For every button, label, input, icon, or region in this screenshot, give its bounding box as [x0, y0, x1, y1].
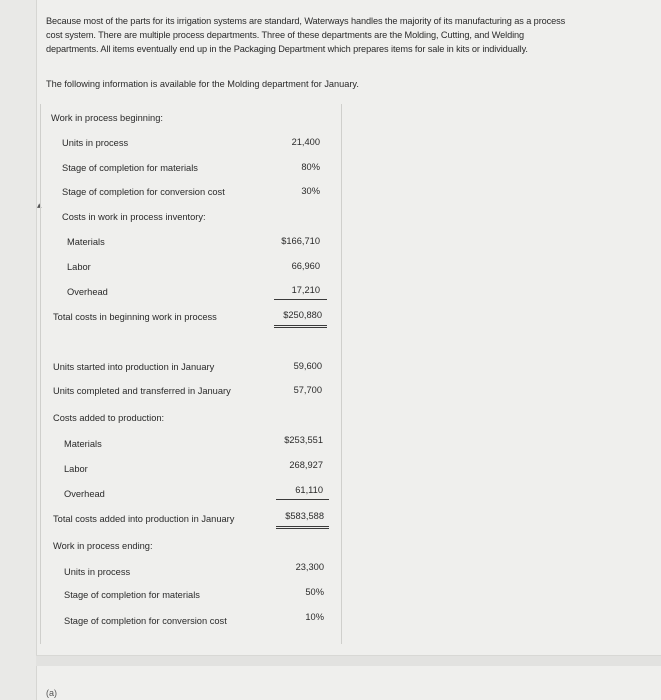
subtotal-rule [274, 299, 327, 300]
ending-materials-stage-label: Stage of completion for materials [64, 590, 200, 600]
ending-units-label: Units in process [64, 567, 131, 577]
total-beginning-wip-label: Total costs in beginning work in process [53, 312, 217, 322]
ending-materials-stage-value: 50% [305, 587, 324, 597]
added-overhead-label: Overhead [64, 489, 105, 499]
total-added-label: Total costs added into production in January [53, 514, 235, 524]
part-marker: (a) [46, 688, 57, 698]
added-overhead-value: 61,110 [295, 485, 323, 495]
units-completed-value: 57,700 [293, 385, 322, 395]
bottom-divider [36, 655, 661, 666]
wip-materials-label: Materials [67, 237, 105, 247]
added-labor-label: Labor [64, 464, 88, 474]
total-double-rule [276, 528, 329, 529]
wip-overhead-value: 17,210 [291, 285, 320, 295]
conversion-stage-value: 30% [301, 186, 320, 196]
units-started-value: 59,600 [293, 361, 322, 371]
units-completed-label: Units completed and transferred in January [53, 386, 231, 396]
wip-overhead-label: Overhead [67, 287, 108, 297]
problem-intro [46, 14, 641, 56]
total-double-rule [274, 327, 327, 328]
wip-ending-heading: Work in process ending: [53, 541, 153, 551]
added-materials-label: Materials [64, 439, 102, 449]
wip-labor-label: Labor [67, 262, 91, 272]
costs-added-heading: Costs added to production: [53, 413, 165, 423]
subtotal-rule [276, 499, 329, 500]
ending-conversion-stage-label: Stage of completion for conversion cost [64, 616, 227, 626]
molding-subheading: The following information is available for the Molding department for January. [46, 79, 359, 89]
units-started-label: Units started into production in January [53, 362, 215, 372]
total-beginning-wip-value: $250,880 [283, 310, 322, 320]
arrow-marker-icon: ▴ [37, 200, 42, 210]
ending-conversion-stage-value: 10% [305, 612, 324, 622]
materials-stage-label: Stage of completion for materials [62, 163, 198, 173]
ending-units-value: 23,300 [295, 562, 324, 572]
units-in-process-label: Units in process [62, 138, 129, 148]
added-labor-value: 268,927 [289, 460, 323, 470]
wip-materials-value: $166,710 [281, 236, 320, 246]
conversion-stage-label: Stage of completion for conversion cost [62, 187, 225, 197]
materials-stage-value: 80% [301, 162, 320, 172]
units-in-process-value: 21,400 [291, 137, 320, 147]
costs-in-wip-heading: Costs in work in process inventory: [62, 212, 206, 222]
intro-line: departments. All items eventually end up in the Packaging Department which prepares items for sale in kits or individually. [46, 44, 528, 54]
wip-labor-value: 66,960 [291, 261, 320, 271]
wip-beginning-heading: Work in process beginning: [51, 113, 163, 123]
total-rule [274, 325, 327, 326]
added-materials-value: $253,551 [284, 435, 323, 445]
intro-line: Because most of the parts for its irrigation systems are standard, Waterways handles the majority of its manufacturing as a process [46, 16, 566, 26]
total-added-value: $583,588 [285, 511, 324, 521]
intro-line: cost system. There are multiple process departments. Three of these departments are the Molding, Cutting, and Welding [46, 30, 525, 40]
total-rule [276, 526, 329, 527]
